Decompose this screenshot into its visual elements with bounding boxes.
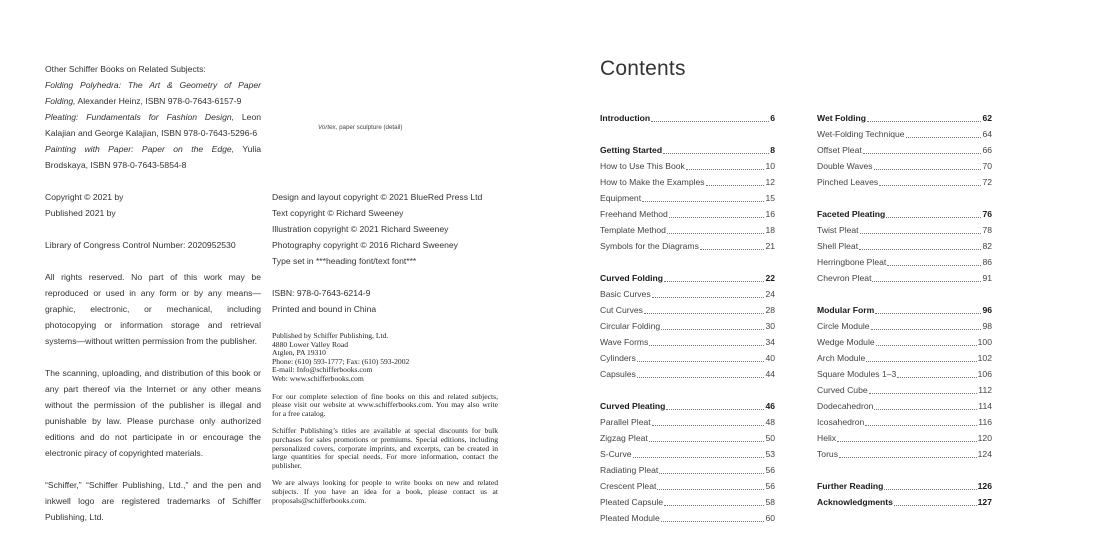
publisher-email-line: E-mail: Info@schifferbooks.com <box>272 365 373 375</box>
credit-typeset: Type set in ***heading font/text font*** <box>272 256 417 266</box>
toc-entry-helix <box>817 430 992 446</box>
publisher-street-line: 4880 Lower Valley Road <box>272 339 348 349</box>
toc-entry-page: 127 <box>977 497 992 507</box>
toc-entry-title: Cylinders <box>600 353 636 363</box>
toc-entry-square-modules-1-3 <box>817 366 992 382</box>
toc-entry-s-curve <box>600 446 775 462</box>
toc-entry-page: 40 <box>765 353 775 363</box>
toc-entry-title: Getting Started <box>600 145 663 155</box>
toc-entry-page: 30 <box>765 321 775 331</box>
related-book-2 <box>45 109 261 141</box>
toc-leader-dots <box>906 137 982 138</box>
credit-photography: Photography copyright © 2016 Richard Sweeney <box>272 240 458 250</box>
lccn-line: Library of Congress Control Number: 2020952530 <box>45 240 236 250</box>
toc-entry-page: 21 <box>765 241 775 251</box>
toc-entry-title: Offset Pleat <box>817 145 862 155</box>
toc-entry-title: Wedge Module <box>817 337 875 347</box>
toc-entry-dodecahedron <box>817 398 992 414</box>
toc-entry-cylinders <box>600 350 775 366</box>
caption-title: Vortex, <box>318 124 338 131</box>
toc-leader-dots <box>661 329 764 330</box>
toc-entry-pinched-leaves <box>817 174 992 190</box>
toc-leader-dots <box>659 473 764 474</box>
toc-entry-title: Helix <box>817 433 837 443</box>
toc-entry-title: Radiating Pleat <box>600 465 659 475</box>
toc-entry-page: 66 <box>982 145 992 155</box>
toc-entry-page: 46 <box>765 401 775 411</box>
caption-text: paper sculpture (detail) <box>339 124 403 131</box>
publisher-address <box>272 332 498 384</box>
publisher-web-line: Web: www.schifferbooks.com <box>272 373 364 383</box>
toc-leader-dots <box>874 169 982 170</box>
toc-entry-page: 56 <box>765 465 775 475</box>
toc-entry-title: Symbols for the Diagrams <box>600 241 699 251</box>
toc-entry-title: Wave Forms <box>600 337 649 347</box>
toc-entry-zigzag-pleat <box>600 430 775 446</box>
toc-section-introduction <box>600 110 775 126</box>
toc-entry-title: Faceted Pleating <box>817 209 886 219</box>
related-book-2-details: Leon Kalajian and George Kalajian, ISBN 978-0-7643-5296-6 <box>45 112 262 138</box>
toc-entry-page: 50 <box>765 433 775 443</box>
related-books-heading: Other Schiffer Books on Related Subjects: <box>45 64 206 74</box>
toc-entry-circle-module <box>817 318 992 334</box>
toc-entry-template-method <box>600 222 775 238</box>
isbn-line: ISBN: 978-0-7643-6214-9 <box>272 288 371 298</box>
toc-entry-wedge-module <box>817 334 992 350</box>
toc-entry-page: 78 <box>982 225 992 235</box>
toc-leader-dots <box>633 457 765 458</box>
toc-entry-title: Modular Form <box>817 305 875 315</box>
toc-spacer <box>600 254 775 270</box>
toc-entry-title: Freehand Method <box>600 209 668 219</box>
toc-leader-dots <box>664 505 764 506</box>
toc-leader-dots <box>652 297 765 298</box>
toc-leader-dots <box>886 217 981 218</box>
trademark-paragraph: “Schiffer,” “Schiffer Publishing, Ltd.,” and the pen and inkwell logo are registered trademarks of Schiffer Publishing, Ltd. <box>45 480 261 522</box>
toc-entry-page: 114 <box>978 401 992 411</box>
toc-entry-page: 100 <box>977 337 992 347</box>
toc-leader-dots <box>661 521 765 522</box>
credit-text: Text copyright © Richard Sweeney <box>272 208 404 218</box>
toc-leader-dots <box>644 313 764 314</box>
toc-entry-page: 98 <box>982 321 992 331</box>
toc-entry-title: Cut Curves <box>600 305 643 315</box>
toc-entry-title: Curved Cube <box>817 385 868 395</box>
toc-leader-dots <box>866 361 976 362</box>
toc-entry-how-to-make-the-examples <box>600 174 775 190</box>
toc-leader-dots <box>649 441 765 442</box>
toc-entry-circular-folding <box>600 318 775 334</box>
copyright-column-left <box>45 61 261 525</box>
toc-entry-wave-forms <box>600 334 775 350</box>
toc-entry-title: Crescent Pleat <box>600 481 657 491</box>
toc-spacer <box>817 190 992 206</box>
toc-leader-dots <box>884 489 976 490</box>
toc-leader-dots <box>867 121 981 122</box>
contents-title: Contents <box>600 57 686 80</box>
toc-entry-torus <box>817 446 992 462</box>
toc-entry-shell-pleat <box>817 238 992 254</box>
toc-leader-dots <box>859 249 981 250</box>
toc-entry-title: Torus <box>817 449 839 459</box>
toc-leader-dots <box>863 153 982 154</box>
toc-entry-icosahedron <box>817 414 992 430</box>
toc-entry-page: 102 <box>977 353 992 363</box>
toc-section-acknowledgments <box>817 494 992 510</box>
toc-entry-page: 10 <box>765 161 775 171</box>
toc-entry-offset-pleat <box>817 142 992 158</box>
toc-entry-title: Square Modules 1–3 <box>817 369 897 379</box>
toc-leader-dots <box>649 345 764 346</box>
toc-entry-how-to-use-this-book <box>600 158 775 174</box>
toc-leader-dots <box>666 409 764 410</box>
toc-entry-arch-module <box>817 350 992 366</box>
toc-entry-herringbone-pleat <box>817 254 992 270</box>
toc-entry-page: 70 <box>982 161 992 171</box>
toc-leader-dots <box>652 425 765 426</box>
toc-entry-title: Curved Pleating <box>600 401 666 411</box>
image-caption <box>318 124 402 131</box>
toc-entry-page: 48 <box>765 417 775 427</box>
toc-entry-crescent-pleat <box>600 478 775 494</box>
toc-entry-title: Further Reading <box>817 481 884 491</box>
toc-spacer <box>817 286 992 302</box>
toc-leader-dots <box>657 489 764 490</box>
toc-leader-dots <box>700 249 765 250</box>
toc-entry-page: 60 <box>765 513 775 523</box>
toc-entry-title: Acknowledgments <box>817 497 893 507</box>
toc-entry-page: 106 <box>977 369 992 379</box>
toc-entry-page: 96 <box>982 305 992 315</box>
toc-entry-radiating-pleat <box>600 462 775 478</box>
toc-entry-page: 82 <box>982 241 992 251</box>
toc-section-further-reading <box>817 478 992 494</box>
toc-entry-page: 16 <box>765 209 775 219</box>
toc-leader-dots <box>869 393 978 394</box>
toc-entry-page: 44 <box>765 369 775 379</box>
toc-leader-dots <box>887 265 981 266</box>
toc-entry-title: Circular Folding <box>600 321 661 331</box>
looking-for-authors-paragraph: We are always looking for people to write books on new and related subjects. If you have an idea for a book, please contact us at proposals@schifferbooks.com. <box>272 478 498 505</box>
toc-entry-cut-curves <box>600 302 775 318</box>
credit-design: Design and layout copyright © 2021 BlueRed Press Ltd <box>272 192 483 202</box>
toc-entry-page: 116 <box>978 417 992 427</box>
toc-entry-title: Curved Folding <box>600 273 664 283</box>
printed-line: Printed and bound in China <box>272 304 377 314</box>
toc-entry-pleated-capsule <box>600 494 775 510</box>
toc-entry-title: Twist Pleat <box>817 225 859 235</box>
copyright-line: Copyright © 2021 by <box>45 192 124 202</box>
toc-leader-dots <box>669 217 765 218</box>
toc-column-2 <box>817 110 992 510</box>
toc-entry-page: 56 <box>765 481 775 491</box>
toc-entry-pleated-module <box>600 510 775 526</box>
toc-entry-title: Template Method <box>600 225 666 235</box>
toc-leader-dots <box>876 345 977 346</box>
toc-entry-title: Basic Curves <box>600 289 651 299</box>
related-book-2-title: Pleating: Fundamentals for Fashion Design, <box>45 112 235 122</box>
toc-spacer <box>817 462 992 478</box>
toc-section-modular-form <box>817 302 992 318</box>
rights-paragraph: All rights reserved. No part of this work may be reproduced or used in any form or by any means—graphic, electronic, or mechanical, including photocopying or information storage and retrieval systems—without written permission from the publisher. <box>45 272 261 346</box>
toc-entry-title: Double Waves <box>817 161 873 171</box>
toc-entry-page: 22 <box>765 273 775 283</box>
toc-leader-dots <box>879 185 981 186</box>
toc-entry-title: Wet-Folding Technique <box>817 129 905 139</box>
toc-leader-dots <box>663 153 769 154</box>
toc-entry-title: Dodecahedron <box>817 401 874 411</box>
toc-entry-title: Circle Module <box>817 321 870 331</box>
toc-entry-page: 53 <box>765 449 775 459</box>
toc-entry-parallel-pleat <box>600 414 775 430</box>
toc-entry-page: 76 <box>982 209 992 219</box>
credit-illustration: Illustration copyright © 2021 Richard Sweeney <box>272 224 449 234</box>
toc-entry-equipment <box>600 190 775 206</box>
toc-column-1 <box>600 110 775 526</box>
toc-leader-dots <box>664 281 764 282</box>
related-book-1 <box>45 77 261 109</box>
toc-entry-page: 112 <box>978 385 992 395</box>
toc-entry-title: Pinched Leaves <box>817 177 879 187</box>
toc-entry-title: Chevron Pleat <box>817 273 872 283</box>
toc-leader-dots <box>637 361 765 362</box>
toc-leader-dots <box>642 201 764 202</box>
toc-spacer <box>600 126 775 142</box>
toc-entry-capsules <box>600 366 775 382</box>
publisher-info <box>272 332 498 514</box>
toc-entry-page: 120 <box>977 433 992 443</box>
toc-entry-title: Wet Folding <box>817 113 867 123</box>
toc-entry-page: 24 <box>765 289 775 299</box>
toc-entry-double-waves <box>817 158 992 174</box>
toc-entry-page: 18 <box>765 225 775 235</box>
related-book-3-details: Yulia Brodskaya, ISBN 978-0-7643-5854-8 <box>45 144 262 170</box>
toc-leader-dots <box>894 505 977 506</box>
toc-entry-title: Zigzag Pleat <box>600 433 648 443</box>
toc-entry-page: 124 <box>977 449 992 459</box>
toc-leader-dots <box>637 377 765 378</box>
toc-entry-title: Pleated Module <box>600 513 660 523</box>
complete-selection-paragraph: For our complete selection of fine books on this and related subjects, please visit our website at www.schifferbooks.com. You may also write for a free catalog. <box>272 391 498 418</box>
toc-entry-page: 8 <box>770 145 775 155</box>
toc-entry-page: 6 <box>770 113 775 123</box>
toc-entry-title: Equipment <box>600 193 642 203</box>
toc-entry-page: 126 <box>977 481 992 491</box>
toc-section-curved-pleating <box>600 398 775 414</box>
toc-section-wet-folding <box>817 110 992 126</box>
toc-entry-page: 34 <box>765 337 775 347</box>
related-book-1-details: Alexander Heinz, ISBN 978-0-7643-6157-9 <box>77 96 242 106</box>
toc-entry-page: 15 <box>765 193 775 203</box>
toc-leader-dots <box>875 313 981 314</box>
toc-entry-title: Herringbone Pleat <box>817 257 887 267</box>
toc-spacer <box>600 382 775 398</box>
toc-entry-page: 58 <box>765 497 775 507</box>
toc-leader-dots <box>860 233 982 234</box>
toc-leader-dots <box>686 169 765 170</box>
toc-entry-symbols-for-the-diagrams <box>600 238 775 254</box>
toc-entry-title: Parallel Pleat <box>600 417 651 427</box>
toc-entry-page: 28 <box>765 305 775 315</box>
toc-entry-page: 86 <box>982 257 992 267</box>
toc-entry-curved-cube <box>817 382 992 398</box>
related-book-3-title: Painting with Paper: Paper on the Edge, <box>45 144 235 154</box>
toc-entry-basic-curves <box>600 286 775 302</box>
toc-section-getting-started <box>600 142 775 158</box>
toc-entry-title: Shell Pleat <box>817 241 859 251</box>
toc-entry-title: Pleated Capsule <box>600 497 664 507</box>
toc-entry-twist-pleat <box>817 222 992 238</box>
published-line: Published 2021 by <box>45 208 116 218</box>
toc-entry-title: S-Curve <box>600 449 632 459</box>
toc-entry-page: 62 <box>982 113 992 123</box>
toc-leader-dots <box>871 329 982 330</box>
related-book-3 <box>45 141 261 173</box>
toc-entry-page: 91 <box>982 273 992 283</box>
copyright-column-right <box>272 189 504 317</box>
toc-entry-title: Icosahedron <box>817 417 865 427</box>
special-discounts-paragraph: Schiffer Publishing’s titles are available at special discounts for bulk purchases for sales promotions or premiums. Special editions, including personalized covers, corporate imprints, and excerpts, can be created in large quantities for special needs. For more information, contact the publisher. <box>272 426 498 470</box>
toc-entry-title: How to Use This Book <box>600 161 685 171</box>
toc-entry-wet-folding-technique <box>817 126 992 142</box>
toc-leader-dots <box>897 377 976 378</box>
toc-leader-dots <box>874 409 977 410</box>
toc-section-curved-folding <box>600 270 775 286</box>
toc-entry-page: 64 <box>982 129 992 139</box>
publisher-name-line: Published by Schiffer Publishing, Ltd. <box>272 331 389 340</box>
toc-leader-dots <box>839 457 977 458</box>
publisher-city-line: Atglen, PA 19310 <box>272 348 326 358</box>
toc-leader-dots <box>872 281 981 282</box>
related-book-1-title: Folding Polyhedra: The Art & Geometry of Paper Folding, <box>45 80 261 106</box>
toc-section-faceted-pleating <box>817 206 992 222</box>
toc-entry-title: Capsules <box>600 369 636 379</box>
toc-leader-dots <box>651 121 769 122</box>
toc-leader-dots <box>706 185 765 186</box>
toc-entry-chevron-pleat <box>817 270 992 286</box>
toc-entry-page: 72 <box>982 177 992 187</box>
toc-leader-dots <box>837 441 977 442</box>
publisher-phone-line: Phone: (610) 593-1777; Fax: (610) 593-2002 <box>272 356 410 366</box>
toc-entry-title: How to Make the Examples <box>600 177 705 187</box>
toc-leader-dots <box>667 233 765 234</box>
toc-entry-title: Arch Module <box>817 353 866 363</box>
toc-entry-title: Introduction <box>600 113 651 123</box>
toc-entry-page: 12 <box>765 177 775 187</box>
toc-leader-dots <box>865 425 977 426</box>
scanning-paragraph: The scanning, uploading, and distribution of this book or any part thereof via the Internet or any other means without the permission of the publisher is illegal and punishable by law. Please purchase only authorized editions and do not participate in or encourage the electronic piracy of copyrighted materials. <box>45 368 261 458</box>
toc-entry-freehand-method <box>600 206 775 222</box>
